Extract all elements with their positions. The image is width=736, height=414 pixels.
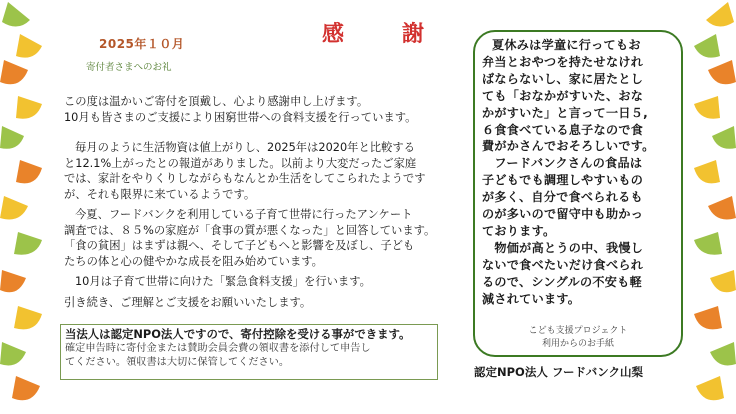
letter-line: ばならないし、家に居たとし	[482, 71, 644, 86]
price-paragraph	[64, 140, 478, 202]
letter-line: ６食食べている息子なので食	[482, 122, 644, 137]
letter-caption-project: こども支援プロジェクト	[528, 326, 628, 336]
date-label: 2025年１０月	[99, 37, 185, 51]
text-line: この度は温かいご寄付を頂戴し、心より感謝申し上げます。	[64, 95, 369, 108]
notice-line: てください。領収書は大切に保管してください。	[65, 356, 290, 368]
ginkgo-leaf-icon	[694, 2, 736, 400]
letter-line: 物価が高とうの中、我慢し	[482, 240, 644, 255]
support-announcement: 10月は子育て世帯に向けた「緊急食料支援」を行います。	[75, 275, 371, 288]
user-letter	[482, 37, 678, 308]
text-line: と12.1%上がったとの報道がありました。以前より大変だったご家庭	[64, 156, 417, 170]
letter-line: ないで食べたいだけ食べられ	[482, 257, 644, 272]
letter-caption-source: 利用からのお手紙	[541, 339, 614, 349]
letter-line: るので、シングルの不安も軽	[482, 274, 642, 289]
letter-line: が多く、自分で食べられるも	[482, 190, 643, 205]
recipient-subtitle: 寄付者さまへのお礼	[86, 62, 172, 73]
letter-line: ております。	[482, 223, 556, 238]
letter-line: 弁当とおやつを持たせなけれ	[482, 54, 644, 69]
text-line: 毎月のように生活物資は値上がりし、2025年は2020年と比較する	[75, 141, 415, 154]
letter-line: フードバンクさんの食品は	[482, 156, 643, 171]
text-line: では、家計をやりくりしながらもなんとか生活をしてこられたようです	[64, 172, 426, 185]
text-line: 調査では、８５%の家庭が「食事の質が悪くなった」と回答しています。	[64, 223, 436, 237]
letter-line: 費がかさんでおそろしいです。	[482, 139, 655, 154]
tax-deduction-notice	[60, 324, 438, 380]
closing-line: 引き続き、ご理解とご支援をお願いいたします。	[64, 296, 312, 309]
letter-line: かがすいた」と言って一日５,	[482, 105, 649, 120]
text-line: 「食の貧困」はまずは親へ、そして子どもへと影響を及ぼし、子ども	[64, 239, 415, 252]
letter-line: 子どもでも調理しやすいもの	[482, 173, 644, 188]
text-line: が、それも限界に来ているようです。	[64, 187, 256, 201]
text-line: たちの体と心の健やかな成長を阻み始めています。	[64, 254, 323, 268]
text-line: 10月も皆さまのご支援により困窮世帯への食料支援を行っています。	[64, 110, 417, 124]
intro-paragraph	[64, 94, 478, 125]
letter-line: 減されています。	[482, 291, 581, 306]
letter-line: 夏休みは学童に行ってもお	[492, 38, 641, 52]
ginkgo-leaf-border-right	[690, 0, 736, 414]
letter-line: ても「おなかがすいた、おな	[482, 88, 644, 103]
page-title: 感 謝	[322, 22, 443, 47]
ginkgo-leaf-border-left	[0, 0, 46, 414]
ginkgo-leaf-icon	[0, 2, 42, 400]
notice-heading: 当法人は認定NPO法人ですので、寄付控除を受ける事ができます。	[65, 327, 411, 341]
text-line: 今夏、フードバンクを利用している子育て世帯に行ったアンケート	[75, 208, 413, 221]
survey-paragraph	[64, 207, 478, 269]
letter-line: のが多いので留守中も助かっ	[482, 207, 644, 222]
organization-name: 認定NPO法人 フードバンク山梨	[474, 365, 644, 379]
notice-line: 確定申告時に寄付金または賛助会員会費の領収書を添付して申告し	[65, 343, 371, 354]
